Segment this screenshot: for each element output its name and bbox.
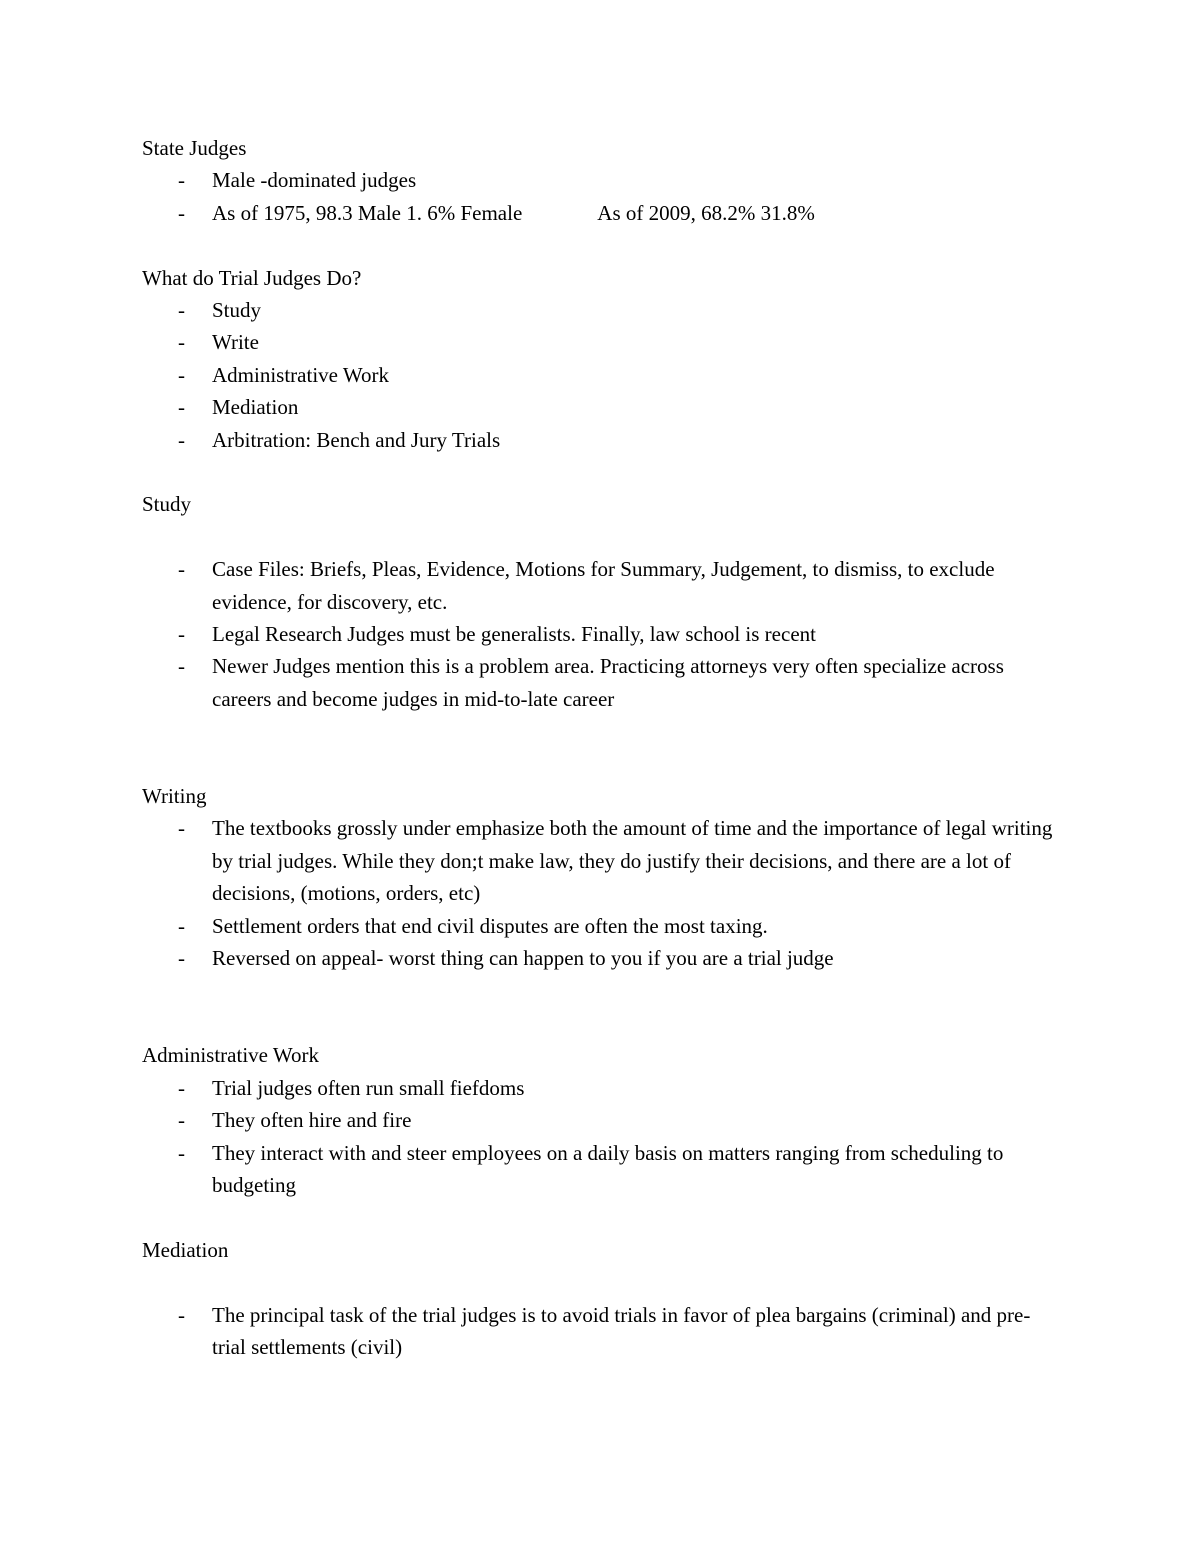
list-item bbox=[142, 1104, 1060, 1136]
list-item-text: Write bbox=[212, 330, 259, 355]
section-administrative-work bbox=[142, 1039, 1060, 1201]
bullet-dash: - bbox=[178, 946, 185, 971]
section-study bbox=[142, 488, 1060, 715]
list-item bbox=[142, 910, 1060, 942]
list-item-text: Legal Research Judges must be generalists. Finally, law school is recent bbox=[212, 622, 816, 647]
bullet-dash: - bbox=[178, 362, 185, 387]
list-item-text: The textbooks grossly under emphasize both the amount of time and the importance of legal writing by trial judges. While they don;t make law, they do justify their decisions, and there are a lot of decisions, (motions, orders, etc) bbox=[212, 816, 1053, 906]
bullet-dash: - bbox=[178, 200, 185, 225]
list-item bbox=[142, 942, 1060, 974]
list-item-text: Mediation bbox=[212, 395, 299, 420]
bullet-dash: - bbox=[178, 1302, 185, 1327]
list-item bbox=[142, 391, 1060, 423]
section-heading: Writing bbox=[142, 784, 207, 809]
list-item bbox=[142, 618, 1060, 650]
bullet-dash: - bbox=[178, 913, 185, 938]
list-item-text: They often hire and fire bbox=[212, 1108, 412, 1133]
section-heading: State Judges bbox=[142, 136, 247, 160]
bullet-dash: - bbox=[178, 1140, 185, 1165]
list-item-text: Arbitration: Bench and Jury Trials bbox=[212, 427, 501, 452]
bullet-dash: - bbox=[178, 816, 185, 841]
list-item bbox=[142, 1137, 1060, 1202]
list-item bbox=[142, 326, 1060, 358]
section-writing bbox=[142, 780, 1060, 974]
list-item bbox=[142, 812, 1060, 909]
section-heading: Administrative Work bbox=[142, 1043, 319, 1068]
list-item-text: Trial judges often run small fiefdoms bbox=[212, 1075, 525, 1100]
list-item-text: Case Files: Briefs, Pleas, Evidence, Motions for Summary, Judgement, to dismiss, to exclude evidence, for discovery, etc. bbox=[212, 557, 995, 614]
bullet-dash: - bbox=[178, 395, 185, 420]
list-item-text: Newer Judges mention this is a problem area. Practicing attorneys very often specialize across careers and become judges in mid-to-late career bbox=[212, 654, 1004, 711]
bullet-dash: - bbox=[178, 168, 185, 193]
list-item bbox=[142, 1299, 1060, 1364]
list-item bbox=[142, 1072, 1060, 1104]
bullet-dash: - bbox=[178, 557, 185, 582]
list-item bbox=[142, 197, 1060, 229]
bullet-dash: - bbox=[178, 298, 185, 323]
stat-2009: As of 2009, 68.2% 31.8% bbox=[597, 200, 815, 225]
list-item bbox=[142, 553, 1060, 618]
section-heading: Study bbox=[142, 492, 192, 517]
list-item bbox=[142, 424, 1060, 456]
list-item-text: Reversed on appeal- worst thing can happen to you if you are a trial judge bbox=[212, 946, 834, 971]
list-item bbox=[142, 650, 1060, 715]
list-item-text: Study bbox=[212, 298, 262, 323]
bullet-dash: - bbox=[178, 654, 185, 679]
bullet-dash: - bbox=[178, 330, 185, 355]
list-item-text: Male -dominated judges bbox=[212, 168, 417, 193]
list-item bbox=[142, 294, 1060, 326]
bullet-dash: - bbox=[178, 427, 185, 452]
list-item-text: Settlement orders that end civil disputes are often the most taxing. bbox=[212, 913, 768, 938]
section-heading: What do Trial Judges Do? bbox=[142, 265, 362, 290]
list-item-text: The principal task of the trial judges is to avoid trials in favor of plea bargains (criminal) and pre-trial settlements (civil) bbox=[212, 1302, 1031, 1359]
list-item-text: They interact with and steer employees on a daily basis on matters ranging from scheduling to budgeting bbox=[212, 1140, 1004, 1197]
section-what-do-trial-judges-do bbox=[142, 262, 1060, 456]
bullet-dash: - bbox=[178, 1108, 185, 1133]
stat-1975: As of 1975, 98.3 Male 1. 6% Female bbox=[212, 200, 523, 225]
list-item-text bbox=[212, 197, 1060, 229]
section-state-judges bbox=[142, 132, 1060, 229]
section-mediation bbox=[142, 1234, 1060, 1364]
list-item bbox=[142, 359, 1060, 391]
list-item-text: Administrative Work bbox=[212, 362, 389, 387]
list-item bbox=[142, 164, 1060, 196]
bullet-dash: - bbox=[178, 1075, 185, 1100]
bullet-dash: - bbox=[178, 622, 185, 647]
section-heading: Mediation bbox=[142, 1237, 229, 1262]
